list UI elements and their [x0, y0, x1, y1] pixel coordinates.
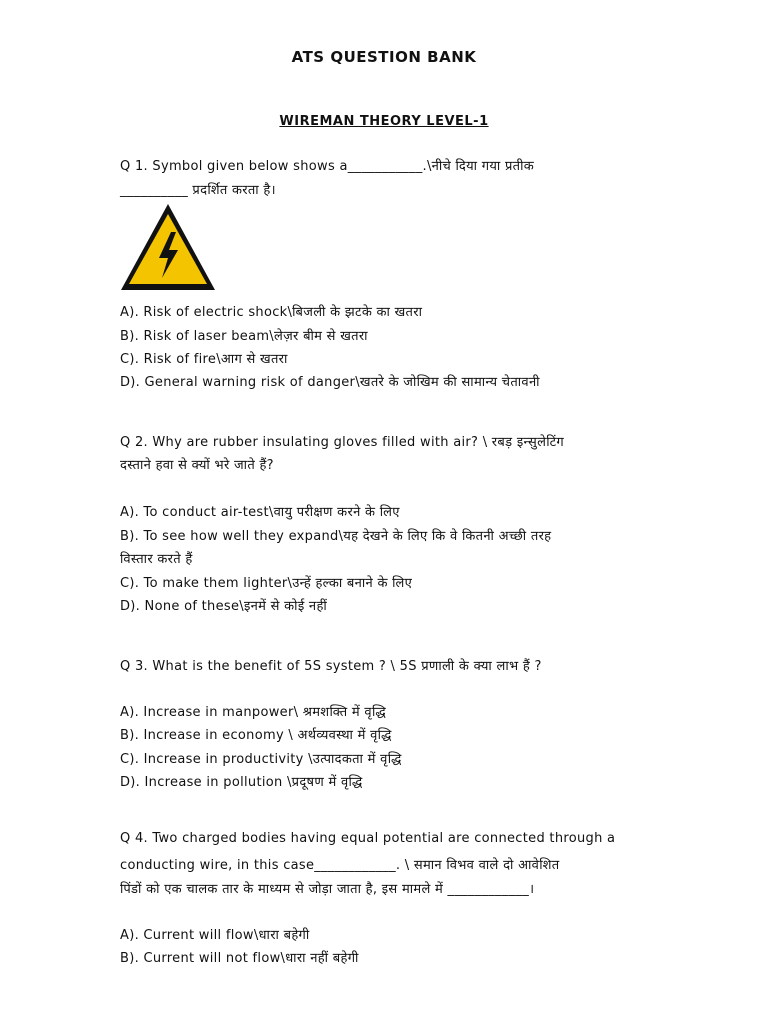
question-1-option-d: D). General warning risk of danger\खतरे के जोखिम की सामान्य चेतावनी [120, 375, 540, 390]
question-1-text-line-2: __________ प्रदर्शित करता है। [120, 183, 276, 198]
question-4-text-line-3: पिंडों को एक चालक तार के माध्यम से जोड़ा जाता है, इस मामले में ____________। [120, 882, 535, 897]
question-2-text-line-1: Q 2. Why are rubber insulating gloves filled with air? \ रबड़ इन्सुलेटिंग [120, 435, 565, 450]
question-2-option-d: D). None of these\इनमें से कोई नहीं [120, 599, 328, 614]
question-2-option-b-continued: विस्तार करते हैं [120, 552, 193, 567]
question-3-option-a: A). Increase in manpower\ श्रमशक्ति में वृद्धि [120, 705, 387, 720]
question-3-text-line-1: Q 3. What is the benefit of 5S system ? \ 5S प्रणाली के क्या लाभ हैं ? [120, 659, 542, 674]
question-1-text-line-1: Q 1. Symbol given below shows a___________.\नीचे दिया गया प्रतीक [120, 159, 535, 174]
question-2-option-a: A). To conduct air-test\वायु परीक्षण करने के लिए [120, 505, 400, 520]
question-3-option-b: B). Increase in economy \ अर्थव्यवस्था में वृद्धि [120, 728, 392, 743]
question-2-option-c: C). To make them lighter\उन्हें हल्का बनाने के लिए [120, 576, 413, 591]
question-4-option-b: B). Current will not flow\धारा नहीं बहेगी [120, 951, 359, 966]
electric-shock-warning-icon [118, 200, 218, 295]
question-1-option-b: B). Risk of laser beam\लेज़र बीम से खतरा [120, 329, 368, 344]
question-2-option-b: B). To see how well they expand\यह देखने के लिए कि वे कितनी अच्छी तरह [120, 529, 552, 544]
question-4-text-line-1: Q 4. Two charged bodies having equal potential are connected through a [120, 831, 616, 846]
question-4-option-a: A). Current will flow\धारा बहेगी [120, 928, 310, 943]
question-1-option-a: A). Risk of electric shock\बिजली के झटके का खतरा [120, 305, 423, 320]
question-4-text-line-2: conducting wire, in this case____________. \ समान विभव वाले दो आवेशित [120, 858, 560, 873]
question-3-option-c: C). Increase in productivity \उत्पादकता में वृद्धि [120, 752, 402, 767]
document-title: ATS QUESTION BANK [291, 48, 477, 66]
question-2-text-line-2: दस्ताने हवा से क्यों भरे जाते हैं? [120, 458, 274, 473]
document-subtitle: WIREMAN THEORY LEVEL-1 [279, 114, 489, 129]
question-1-option-c: C). Risk of fire\आग से खतरा [120, 352, 288, 367]
question-3-option-d: D). Increase in pollution \प्रदूषण में वृद्धि [120, 775, 363, 790]
